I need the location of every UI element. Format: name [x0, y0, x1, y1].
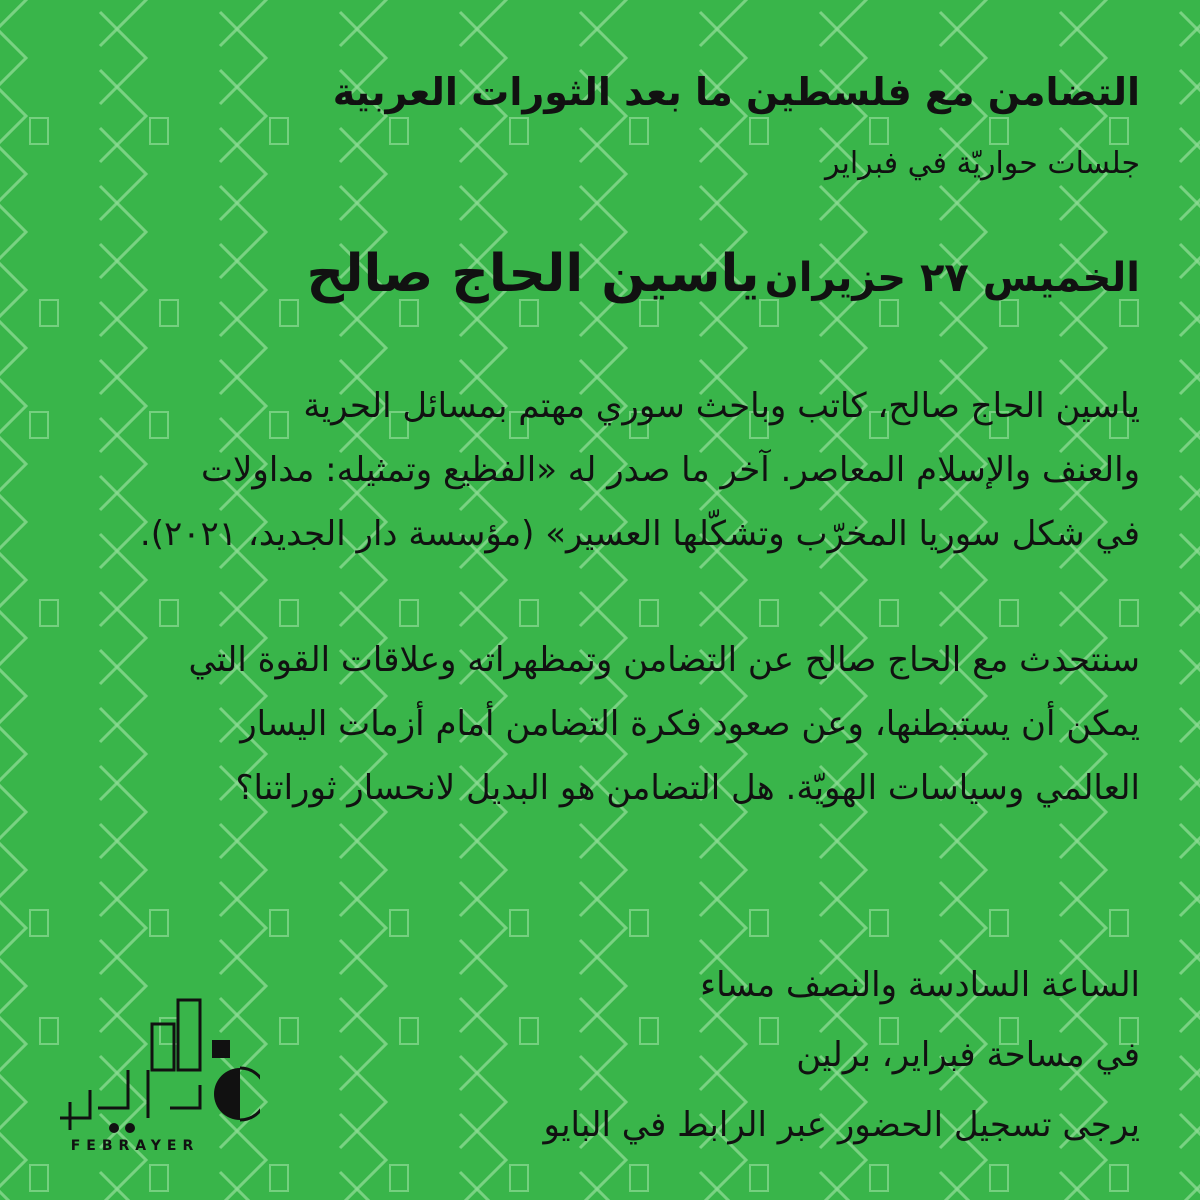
decorative-rectangle — [520, 600, 538, 626]
page-title: التضامن مع فلسطين ما بعد الثورات العربية — [332, 70, 1140, 114]
decorative-rectangle — [630, 910, 648, 936]
chevron-shape — [1180, 12, 1200, 104]
decorative-rectangle — [1110, 118, 1128, 144]
chevron-shape — [1180, 360, 1200, 452]
decorative-rectangle — [750, 910, 768, 936]
chevron-shape — [580, 0, 626, 46]
chevron-shape — [220, 824, 266, 916]
chevron-shape — [220, 70, 266, 162]
chevron-shape — [940, 1172, 986, 1200]
chevron-shape — [460, 824, 506, 916]
chevron-shape — [220, 882, 266, 974]
chevron-shape — [0, 128, 26, 220]
chevron-shape — [220, 186, 266, 278]
chevron-shape — [1180, 1056, 1200, 1148]
chevron-shape — [1180, 534, 1200, 626]
decorative-rectangle — [870, 1165, 888, 1191]
chevron-shape — [1180, 998, 1200, 1090]
chevron-shape — [0, 186, 26, 278]
decorative-rectangle — [400, 1018, 418, 1044]
decorative-rectangle — [280, 300, 298, 326]
decorative-rectangle — [40, 600, 58, 626]
decorative-rectangle — [30, 118, 48, 144]
decorative-rectangle — [990, 118, 1008, 144]
description-line: سنتحدث مع الحاج صالح عن التضامن وتمظهراته وعلاقات القوة التي — [188, 640, 1140, 680]
chevron-shape — [1180, 302, 1200, 394]
decorative-rectangle — [1110, 910, 1128, 936]
chevron-shape — [100, 244, 146, 336]
chevron-shape — [0, 592, 26, 684]
chevron-shape — [1060, 0, 1106, 46]
chevron-shape — [460, 128, 506, 220]
decorative-rectangle — [760, 600, 778, 626]
chevron-shape — [1060, 824, 1106, 916]
chevron-shape — [460, 882, 506, 974]
decorative-rectangle — [1000, 600, 1018, 626]
chevron-shape — [1180, 766, 1200, 858]
chevron-shape — [700, 128, 746, 220]
chevron-shape — [1180, 592, 1200, 684]
description-line: العالمي وسياسات الهويّة. هل التضامن هو البديل لانحسار ثوراتنا؟ — [235, 768, 1140, 808]
decorative-rectangle — [1000, 300, 1018, 326]
chevron-shape — [1180, 940, 1200, 1032]
chevron-shape — [100, 1172, 146, 1200]
decorative-rectangle — [630, 1165, 648, 1191]
chevron-shape — [0, 882, 26, 974]
decorative-rectangle — [30, 412, 48, 438]
chevron-shape — [340, 1056, 386, 1148]
febrayer-logo-icon — [30, 990, 260, 1140]
chevron-shape — [0, 476, 26, 568]
chevron-shape — [700, 824, 746, 916]
chevron-shape — [460, 1056, 506, 1148]
speaker-bio-paragraph — [60, 374, 1140, 566]
chevron-shape — [580, 128, 626, 220]
decorative-rectangle — [870, 118, 888, 144]
event-details — [544, 950, 1141, 1160]
decorative-rectangle — [150, 118, 168, 144]
chevron-shape — [1180, 70, 1200, 162]
chevron-shape — [700, 0, 746, 46]
chevron-shape — [1060, 1172, 1106, 1200]
chevron-shape — [580, 1172, 626, 1200]
chevron-shape — [460, 0, 506, 46]
chevron-shape — [820, 0, 866, 46]
chevron-shape — [0, 12, 26, 104]
chevron-shape — [0, 360, 26, 452]
decorative-rectangle — [30, 910, 48, 936]
decorative-rectangle — [390, 910, 408, 936]
decorative-rectangle — [1120, 600, 1138, 626]
event-date: الخميس ٢٧ حزيران — [764, 255, 1140, 301]
chevron-shape — [220, 1172, 266, 1200]
chevron-shape — [100, 128, 146, 220]
chevron-shape — [0, 534, 26, 626]
event-location: في مساحة فبراير، برلين — [796, 1035, 1140, 1075]
event-speaker: ياسين الحاج صالح — [306, 244, 760, 304]
chevron-shape — [1180, 882, 1200, 974]
event-heading — [306, 244, 1140, 304]
chevron-shape — [460, 940, 506, 1032]
chevron-shape — [940, 824, 986, 916]
chevron-shape — [0, 418, 26, 510]
chevron-shape — [1180, 244, 1200, 336]
chevron-shape — [580, 824, 626, 916]
decorative-rectangle — [880, 600, 898, 626]
decorative-rectangle — [270, 910, 288, 936]
chevron-shape — [0, 940, 26, 1032]
chevron-shape — [0, 302, 26, 394]
chevron-shape — [0, 244, 26, 336]
bio-line: في شكل سوريا المخرّب وتشكّلها العسير» (مؤسسة دار الجديد، ٢٠٢١). — [139, 514, 1140, 554]
chevron-shape — [1180, 418, 1200, 510]
decorative-rectangle — [510, 1165, 528, 1191]
chevron-shape — [100, 12, 146, 104]
chevron-shape — [820, 824, 866, 916]
chevron-shape — [460, 1172, 506, 1200]
chevron-shape — [0, 650, 26, 742]
decorative-rectangle — [390, 118, 408, 144]
decorative-rectangle — [520, 1018, 538, 1044]
chevron-shape — [340, 998, 386, 1090]
decorative-rectangle — [400, 600, 418, 626]
decorative-rectangle — [150, 910, 168, 936]
chevron-shape — [100, 0, 146, 46]
bio-line: والعنف والإسلام المعاصر. آخر ما صدر له «الفظيع وتمثيله: مداولات — [201, 450, 1140, 490]
chevron-shape — [220, 128, 266, 220]
decorative-rectangle — [390, 1165, 408, 1191]
chevron-shape — [1180, 186, 1200, 278]
chevron-shape — [340, 882, 386, 974]
chevron-shape — [100, 70, 146, 162]
chevron-shape — [1180, 476, 1200, 568]
chevron-shape — [460, 998, 506, 1090]
decorative-rectangle — [160, 300, 178, 326]
chevron-shape — [220, 12, 266, 104]
event-time: الساعة السادسة والنصف مساء — [700, 965, 1140, 1005]
decorative-rectangle — [1120, 300, 1138, 326]
chevron-shape — [820, 1172, 866, 1200]
decorative-rectangle — [270, 118, 288, 144]
chevron-shape — [100, 186, 146, 278]
chevron-shape — [940, 0, 986, 46]
chevron-shape — [1180, 824, 1200, 916]
febrayer-logo — [30, 990, 310, 1170]
decorative-rectangle — [640, 600, 658, 626]
chevron-shape — [0, 998, 26, 1090]
decorative-rectangle — [760, 300, 778, 326]
febrayer-wordmark: FEBRAYER — [70, 1138, 200, 1154]
chevron-shape — [0, 1172, 26, 1200]
decorative-rectangle — [990, 910, 1008, 936]
chevron-shape — [0, 1114, 26, 1200]
chevron-shape — [0, 70, 26, 162]
decorative-rectangle — [280, 600, 298, 626]
decorative-rectangle — [510, 910, 528, 936]
decorative-rectangle — [880, 300, 898, 326]
bio-line: ياسين الحاج صالح، كاتب وباحث سوري مهتم بمسائل الحرية — [303, 386, 1140, 426]
decorative-rectangle — [510, 118, 528, 144]
chevron-shape — [340, 940, 386, 1032]
chevron-shape — [0, 0, 26, 46]
chevron-shape — [340, 0, 386, 46]
chevron-shape — [0, 1056, 26, 1148]
session-description-paragraph — [60, 628, 1140, 820]
decorative-rectangle — [630, 118, 648, 144]
chevron-shape — [100, 882, 146, 974]
decorative-rectangle — [870, 910, 888, 936]
chevron-shape — [0, 708, 26, 800]
chevron-shape — [1180, 708, 1200, 800]
chevron-shape — [340, 824, 386, 916]
chevron-shape — [220, 0, 266, 46]
chevron-shape — [220, 244, 266, 336]
decorative-rectangle — [750, 118, 768, 144]
chevron-shape — [1180, 128, 1200, 220]
chevron-shape — [340, 128, 386, 220]
chevron-shape — [0, 766, 26, 858]
description-line: يمكن أن يستبطنها، وعن صعود فكرة التضامن أمام أزمات اليسار — [240, 704, 1140, 744]
decorative-rectangle — [40, 300, 58, 326]
chevron-shape — [700, 1172, 746, 1200]
chevron-shape — [0, 824, 26, 916]
chevron-shape — [100, 824, 146, 916]
decorative-rectangle — [750, 1165, 768, 1191]
decorative-rectangle — [990, 1165, 1008, 1191]
decorative-rectangle — [160, 600, 178, 626]
registration-note: يرجى تسجيل الحضور عبر الرابط في البايو — [543, 1105, 1140, 1145]
chevron-shape — [340, 1172, 386, 1200]
chevron-shape — [1180, 650, 1200, 742]
page-subtitle: جلسات حواريّة في فبراير — [824, 146, 1140, 181]
decorative-rectangle — [1110, 1165, 1128, 1191]
